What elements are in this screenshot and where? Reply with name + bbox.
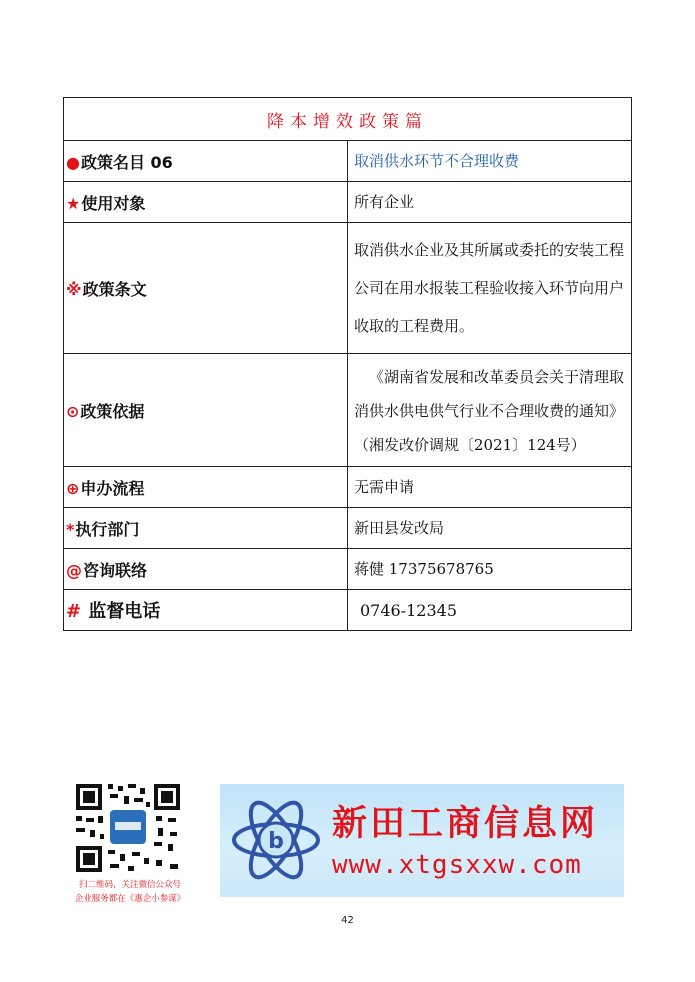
value-supervise: 0746-12345 bbox=[348, 590, 632, 631]
label-basis: ⊙政策依据 bbox=[64, 354, 348, 467]
table-row-dept bbox=[64, 508, 632, 549]
reference-mark-icon: ※ bbox=[66, 279, 82, 299]
table-row-contact bbox=[64, 549, 632, 590]
policy-table bbox=[63, 97, 632, 631]
banner-url: www.xtgsxxw.com bbox=[332, 850, 582, 880]
value-contact: 蒋健 17375678765 bbox=[348, 549, 632, 590]
circled-plus-icon: ⊕ bbox=[66, 478, 80, 498]
table-row-target bbox=[64, 182, 632, 223]
label-policy-name: ●政策名目 06 bbox=[64, 141, 348, 182]
table-row-basis bbox=[64, 354, 632, 467]
value-target: 所有企业 bbox=[348, 182, 632, 223]
svg-text:b: b bbox=[268, 829, 284, 854]
value-terms: 取消供水企业及其所属或委托的安装工程公司在用水报装工程验收接入环节向用户收取的工程费用。 bbox=[348, 223, 632, 354]
circled-dot-icon: ⊙ bbox=[66, 401, 80, 421]
logo-icon bbox=[228, 792, 324, 888]
value-policy-name: 取消供水环节不合理收费 bbox=[348, 141, 632, 182]
table-row-process bbox=[64, 467, 632, 508]
table-title: 降本增效政策篇 bbox=[64, 98, 632, 141]
value-basis: 《湖南省发展和改革委员会关于清理取消供水供电供气行业不合理收费的通知》（湘发改价调规〔2021〕124号） bbox=[348, 354, 632, 467]
star-icon: ★ bbox=[66, 193, 81, 213]
table-row-policy-name bbox=[64, 141, 632, 182]
page-number: 42 bbox=[341, 915, 354, 926]
footer bbox=[60, 778, 625, 908]
label-contact: @咨询联络 bbox=[64, 549, 348, 590]
website-banner bbox=[220, 784, 624, 897]
label-dept: *执行部门 bbox=[64, 508, 348, 549]
banner-title: 新田工商信息网 bbox=[332, 803, 599, 844]
label-supervise: # 监督电话 bbox=[64, 590, 348, 631]
value-process: 无需申请 bbox=[348, 467, 632, 508]
hash-icon: # bbox=[66, 601, 82, 622]
qr-caption: 扫二维码，关注微信公众号 企业服务都在《惠企小参谋》 bbox=[74, 880, 186, 904]
at-sign-icon: @ bbox=[66, 560, 82, 580]
qr-code-icon bbox=[72, 780, 184, 876]
label-process: ⊕申办流程 bbox=[64, 467, 348, 508]
label-target: ★使用对象 bbox=[64, 182, 348, 223]
table-row-supervise bbox=[64, 590, 632, 631]
bullet-icon: ● bbox=[66, 152, 80, 172]
value-dept: 新田县发改局 bbox=[348, 508, 632, 549]
table-row-terms bbox=[64, 223, 632, 354]
asterisk-icon: * bbox=[66, 519, 75, 539]
label-terms: ※政策条文 bbox=[64, 223, 348, 354]
